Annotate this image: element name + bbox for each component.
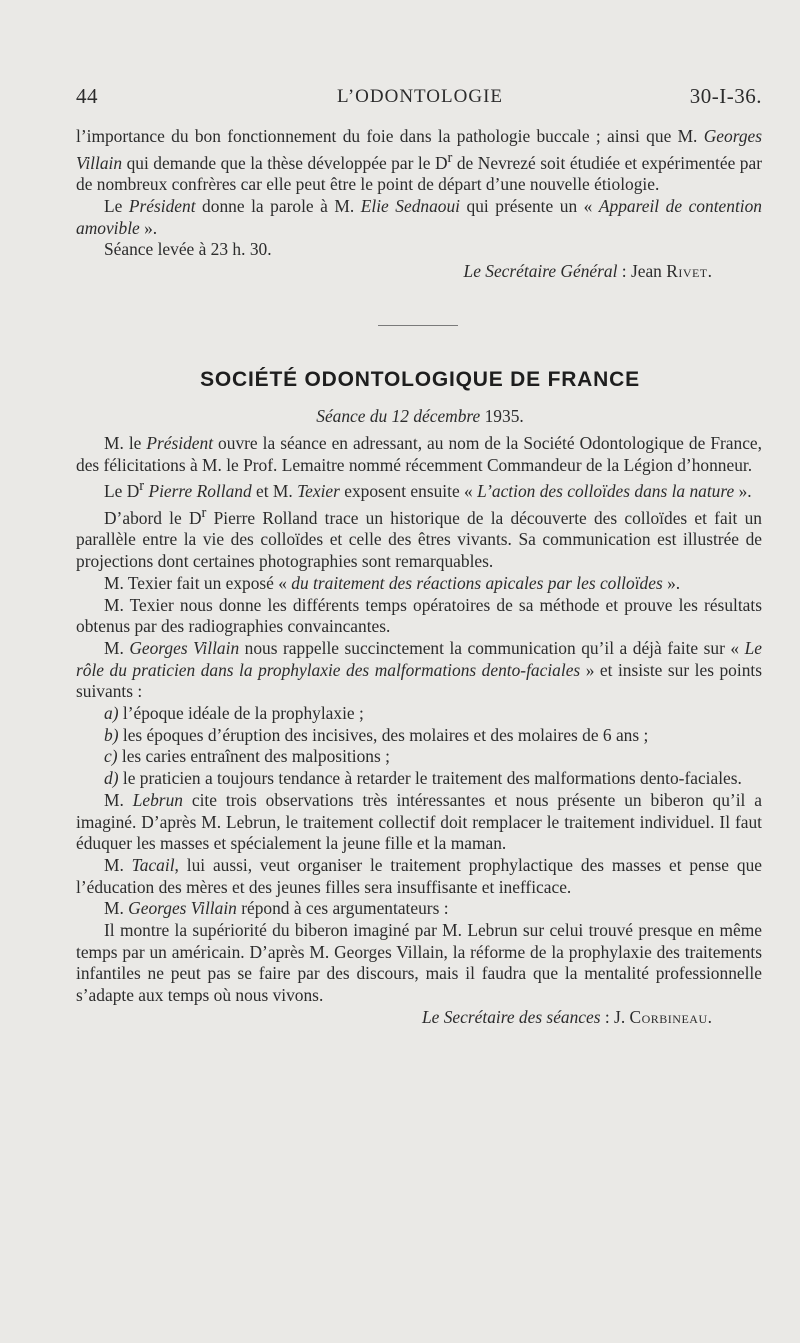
signature: Le Secrétaire Général : Jean Rivet. (463, 261, 712, 282)
intro-paragraph: l’importance du bon fonctionnement du foie dans la pathologie buccale ; ainsi que M. Georges Villain qui demande que la thèse développée par le $D^r$ de Nevrezé soit étudiée et expérimentée par de nombreux confrères car elle peut être le point de départ d’une nouvelle étiologie. (76, 126, 762, 195)
list-item: d) le praticien a toujours tendance à retarder le traitement des malformations dento-faciales. (104, 768, 742, 789)
list-item: c) les caries entraînent des malpositions ; (104, 746, 390, 767)
journal-title: L’ODONTOLOGIE (336, 86, 504, 107)
list-item: a) l’époque idéale de la prophylaxie ; (104, 703, 364, 724)
paragraph: M. Texier fait un exposé « du traitement des réactions apicales par les colloïdes ». (104, 572, 681, 593)
paragraph: M. Lebrun cite trois observations très intéressantes et nous présente un biberon qu’il a imaginé. D’après M. Lebrun, le traitement collectif doit remplacer le traitement individuel. Il faut éduquer les masses et spécialement la jeune fille et la maman. (76, 789, 762, 854)
paragraph: Il montre la supériorité du biberon imaginé par M. Lebrun sur celui trouvé presque en même temps par un américain. D’après M. Georges Villain, la réforme de la prophylaxie des traitements infantiles ne peut pas se faire par des discours, mais il faudra que la mentalité professionnelle s’adapte aux temps où nous vivons. (76, 920, 762, 1006)
paragraph: Le $D^r$ Pierre Rolland et M. Texier exposent ensuite « L’action des colloïdes dans la nature ». (104, 478, 752, 502)
paragraph: D’abord le $D^r$ Pierre Rolland trace un historique de la découverte des colloïdes et fait un parallèle entre la vie des colloïdes et celle des êtres vivants. Sa communication est illustrée de projections dont certaines photographies sont remarquables. (76, 504, 762, 572)
seance-closing: Séance levée à 23 h. 30. (104, 239, 272, 260)
page-number: 44 (76, 84, 98, 108)
intro-paragraph: Le Président donne la parole à M. Elie Sednaoui qui présente un « Appareil de contention amovible ». (76, 195, 763, 238)
intro-text (76, 126, 762, 283)
seance-date: Séance du 12 décembre 1935. (316, 406, 524, 426)
signature: Le Secrétaire des séances : J. Corbineau. (422, 1006, 712, 1027)
issue-date: 30-I-36. (689, 84, 762, 108)
list-item: b) les époques d’éruption des incisives, des molaires et des molaires de 6 ans ; (104, 724, 649, 745)
paragraph: M. Tacail, lui aussi, veut organiser le traitement prophylactique des masses et pense que l’éducation des mères et des jeunes filles sera insuffisante et inefficace. (76, 854, 762, 897)
paragraph: M. Texier nous donne les différents temps opératoires de sa méthode et prouve les résultats obtenus par des radiographies convaincantes. (76, 594, 762, 637)
section-body (76, 433, 762, 1029)
section-title: SOCIÉTÉ ODONTOLOGIQUE DE FRANCE (200, 368, 640, 391)
paragraph: M. le Président ouvre la séance en adressant, au nom de la Société Odontologique de France, des félicitations à M. le Prof. Lemaitre nommé récemment Commandeur de la Légion d’honneur. (76, 433, 762, 475)
paragraph: M. Georges Villain répond à ces argumentateurs : (104, 898, 449, 919)
paragraph: M. Georges Villain nous rappelle succinctement la communication qu’il a déjà faite sur « Le rôle du praticien dans la prophylaxie des malformations dento-faciales » et insiste sur les points suivants : (76, 637, 762, 702)
separator-rule (378, 325, 458, 326)
